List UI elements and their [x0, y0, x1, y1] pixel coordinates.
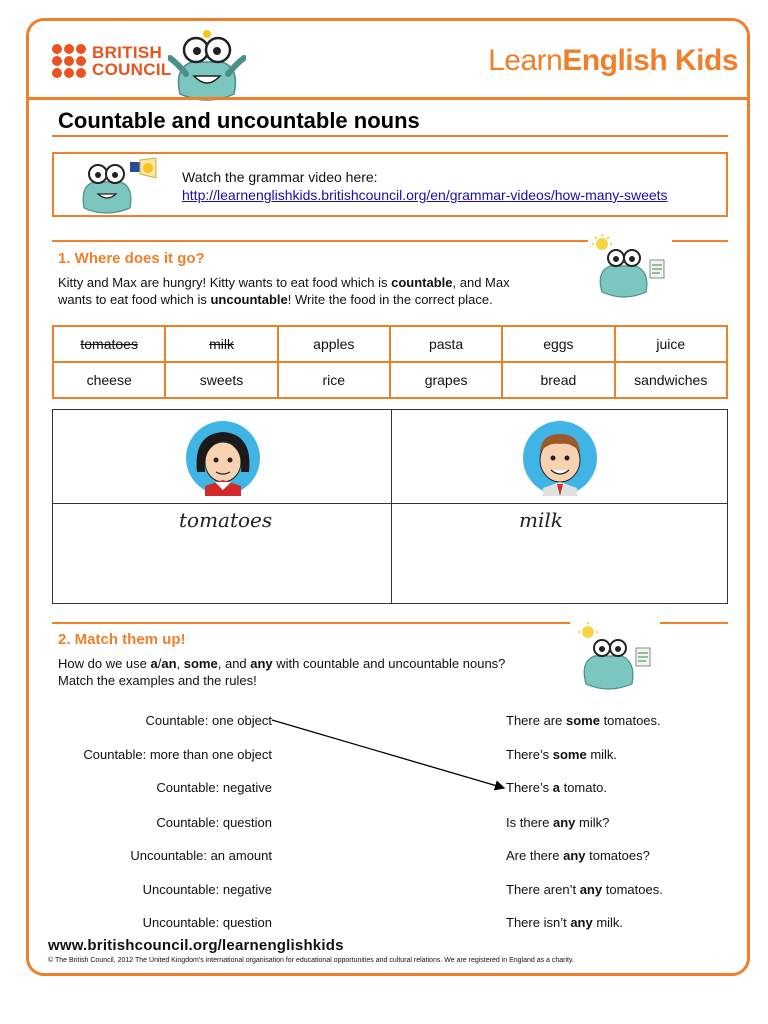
food-word-bank — [52, 325, 728, 399]
learnenglish-kids-logo[interactable]: LearnEnglish Kids — [488, 44, 738, 77]
sorting-table — [52, 409, 728, 604]
mascot-idea-icon — [572, 618, 658, 690]
food-cell: pasta — [390, 326, 502, 362]
rule-item[interactable]: Countable: more than one object — [83, 747, 272, 762]
british-council-logo[interactable] — [52, 44, 172, 78]
food-cell: apples — [278, 326, 390, 362]
brand-line-2: COUNCIL — [92, 60, 172, 79]
food-cell: grapes — [390, 362, 502, 398]
food-cell: sweets — [165, 362, 277, 398]
footer-url[interactable]: www.britishcouncil.org/learnenglishkids — [48, 937, 344, 954]
section2-instructions: How do we use a/an, some, and any with countable and uncountable nouns? Match the examples and the rules! — [58, 656, 506, 688]
example-item[interactable]: There isn’t any milk. — [506, 915, 624, 930]
kitty-answer[interactable]: tomatoes — [179, 508, 273, 532]
food-cell: tomatoes — [53, 326, 165, 362]
example-item[interactable]: There are some tomatoes. — [506, 713, 661, 728]
food-cell: rice — [278, 362, 390, 398]
section1-title: 1. Where does it go? — [58, 250, 205, 267]
row-divider — [53, 503, 727, 504]
title-underline — [52, 135, 728, 137]
food-cell: juice — [615, 326, 727, 362]
max-answer[interactable]: milk — [519, 508, 563, 532]
rule-item[interactable]: Countable: negative — [156, 780, 272, 795]
section2-divider-left — [52, 622, 570, 624]
video-callout — [52, 152, 728, 217]
kitty-avatar-icon — [179, 420, 267, 496]
video-intro: Watch the grammar video here: — [182, 169, 378, 185]
rule-item[interactable]: Uncountable: question — [142, 915, 272, 930]
example-item[interactable]: Is there any milk? — [506, 815, 610, 830]
mascot-with-camera-icon — [76, 156, 162, 214]
section1-instructions: Kitty and Max are hungry! Kitty wants to eat food which is countable, and Max wants to eat food which is uncountable! Write the food in the correct place. — [58, 275, 510, 307]
column-divider — [391, 410, 392, 603]
page-title: Countable and uncountable nouns — [58, 108, 420, 133]
brand-line-1: BRITISH — [92, 43, 163, 62]
food-row — [53, 326, 727, 362]
mascot-icon — [168, 28, 246, 104]
rule-item[interactable]: Uncountable: an amount — [130, 848, 272, 863]
example-item[interactable]: Are there any tomatoes? — [506, 848, 650, 863]
section2-title: 2. Match them up! — [58, 631, 186, 648]
match-arrow-icon — [268, 716, 514, 796]
section2-divider-right — [660, 622, 728, 624]
video-link[interactable]: http://learnenglishkids.britishcouncil.org/en/grammar-videos/how-many-sweets — [182, 187, 668, 203]
rule-item[interactable]: Uncountable: negative — [142, 882, 272, 897]
rule-item[interactable]: Countable: question — [156, 815, 272, 830]
section1-divider-right — [672, 240, 728, 242]
food-cell: bread — [502, 362, 614, 398]
food-cell: eggs — [502, 326, 614, 362]
footer-copyright: © The British Council, 2012 The United Kingdom’s international organisation for educational opportunities and cultural relations. We are registered in England as a charity. — [48, 957, 574, 964]
section1-divider-left — [52, 240, 588, 242]
header-divider — [26, 97, 750, 100]
max-avatar-icon — [519, 420, 601, 496]
logo-dots-icon — [52, 44, 86, 78]
mascot-lightbulb-icon — [588, 232, 672, 298]
example-item[interactable]: There’s some milk. — [506, 747, 618, 762]
food-row — [53, 362, 727, 398]
rule-item[interactable]: Countable: one object — [145, 713, 272, 728]
example-item[interactable]: There’s a tomato. — [506, 780, 607, 795]
food-cell: cheese — [53, 362, 165, 398]
food-cell: milk — [165, 326, 277, 362]
food-cell: sandwiches — [615, 362, 727, 398]
example-item[interactable]: There aren’t any tomatoes. — [506, 882, 663, 897]
